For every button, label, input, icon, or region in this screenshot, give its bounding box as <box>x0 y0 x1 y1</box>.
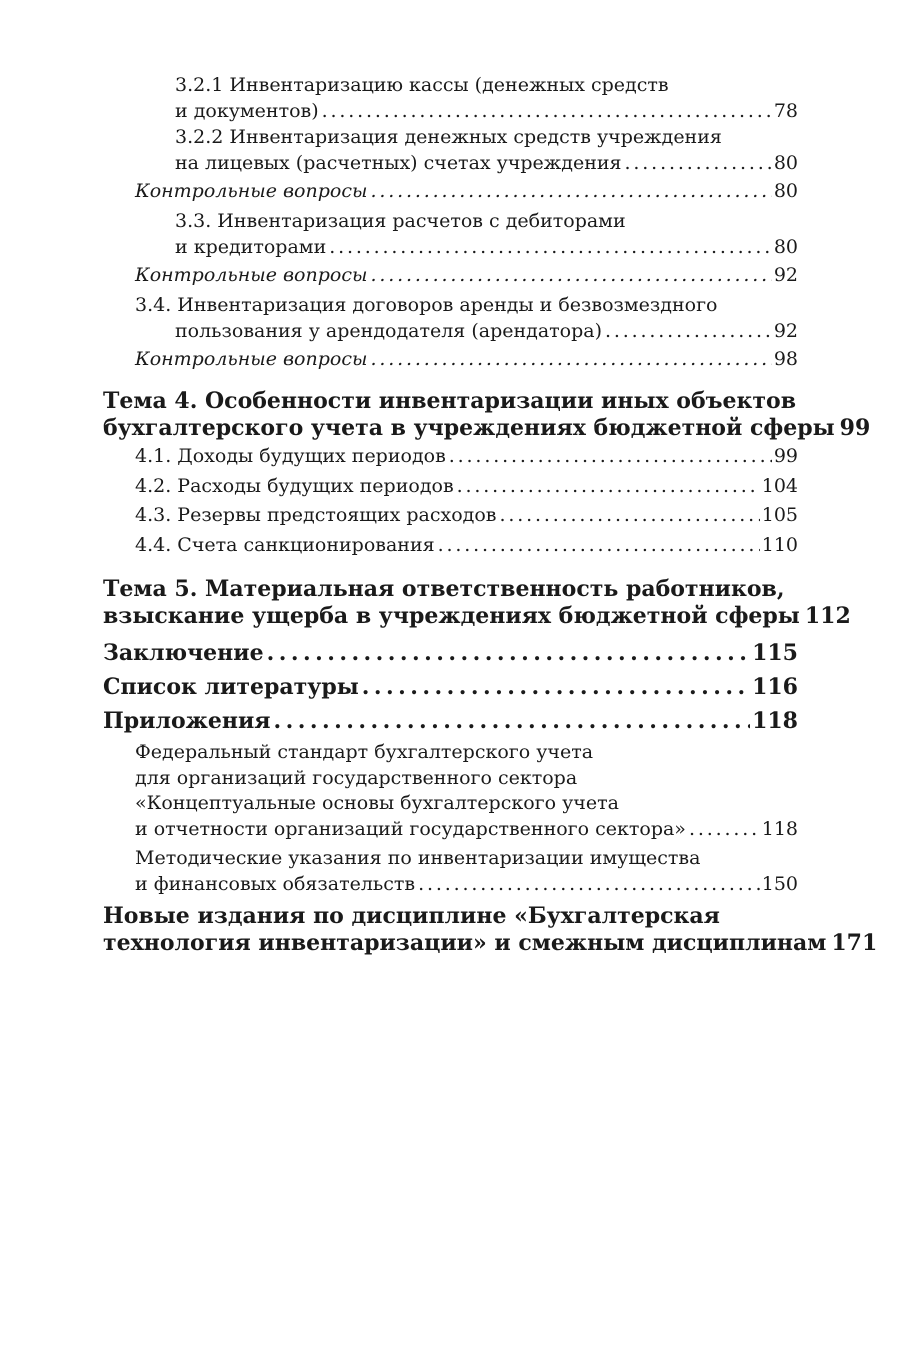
toc-entry-title-cont: на лицевых (расчетных) счетах учреждения <box>175 152 622 174</box>
toc-page-number: 116 <box>752 674 798 700</box>
toc-entry-title: Контрольные вопросы <box>135 348 368 370</box>
toc-theme-title-cont: взыскание ущерба в учреждениях бюджетной сферы <box>103 603 800 629</box>
dot-leader <box>605 318 772 344</box>
toc-entry-title: Методические указания по инвентаризации имущества <box>135 847 701 869</box>
toc-literature[interactable] <box>103 672 798 702</box>
dot-leader <box>449 442 772 472</box>
toc-page-number: 92 <box>773 320 798 342</box>
toc-page-number: 171 <box>831 930 878 956</box>
toc-appendix-1[interactable] <box>103 740 798 842</box>
toc-entry-title: 4.1. Доходы будущих периодов <box>135 445 446 467</box>
toc-entry-title-cont: «Концептуальные основы бухгалтерского учета <box>135 792 619 814</box>
toc-page-number: 118 <box>752 708 798 734</box>
toc-entry-4-3[interactable] <box>103 501 798 531</box>
toc-control-questions[interactable] <box>103 346 798 372</box>
table-of-contents <box>103 72 878 957</box>
toc-theme-4[interactable] <box>103 388 871 442</box>
toc-page-number: 78 <box>773 100 798 122</box>
toc-entry-title: 3.2.2 Инвентаризация денежных средств учреждения <box>175 126 722 148</box>
toc-entry-title: Контрольные вопросы <box>135 180 368 202</box>
toc-conclusion[interactable] <box>103 638 798 668</box>
toc-page-number: 99 <box>839 415 871 441</box>
toc-entry-3-4[interactable] <box>103 292 798 344</box>
toc-page-number: 80 <box>773 152 798 174</box>
toc-entry-title-cont: пользования у арендодателя (арендатора) <box>175 320 603 342</box>
toc-page-number: 110 <box>761 533 798 556</box>
toc-page-number: 92 <box>773 264 798 286</box>
toc-entry-4-4[interactable] <box>103 531 798 561</box>
dot-leader <box>370 262 771 288</box>
toc-entry-title: 4.2. Расходы будущих периодов <box>135 474 454 497</box>
toc-entry-title-cont: и финансовых обязательств <box>135 872 416 895</box>
toc-appendices[interactable] <box>103 706 798 736</box>
toc-theme-title: Новые издания по дисциплине «Бухгалтерская <box>103 903 720 929</box>
toc-control-questions[interactable] <box>103 262 798 288</box>
dot-leader <box>274 706 751 736</box>
dot-leader <box>500 501 760 531</box>
toc-theme-title: Заключение <box>103 640 264 666</box>
toc-entry-3-2-2[interactable] <box>103 124 798 176</box>
toc-page-number: 80 <box>773 180 798 202</box>
toc-entry-title-cont: для организаций государственного сектора <box>135 766 578 789</box>
toc-page-number: 115 <box>752 640 798 666</box>
toc-control-questions[interactable] <box>103 178 798 204</box>
toc-page-number: 104 <box>761 474 798 497</box>
dot-leader <box>370 178 771 204</box>
dot-leader <box>322 98 772 124</box>
toc-page-number: 118 <box>761 817 798 840</box>
toc-page-number: 80 <box>773 236 798 258</box>
toc-theme-title: Список литературы <box>103 674 359 700</box>
toc-entry-title: 4.4. Счета санкционирования <box>135 533 435 556</box>
toc-appendix-2[interactable] <box>103 846 798 897</box>
toc-page-number: 112 <box>804 603 851 629</box>
toc-entry-title: Контрольные вопросы <box>135 264 368 286</box>
toc-entry-title: 3.2.1 Инвентаризацию кассы (денежных средств <box>175 74 669 96</box>
toc-theme-title: Тема 4. Особенности инвентаризации иных объектов <box>103 388 796 414</box>
toc-entry-title: 3.4. Инвентаризация договоров аренды и безвозмездного <box>135 294 718 316</box>
toc-entry-title-cont: и документов) <box>175 100 319 122</box>
toc-theme-title: Тема 5. Материальная ответственность работников, <box>103 576 785 602</box>
toc-theme-5[interactable] <box>103 576 851 630</box>
dot-leader <box>329 234 772 260</box>
dot-leader <box>457 472 760 502</box>
toc-entry-title: 3.3. Инвентаризация расчетов с дебиторами <box>175 210 626 232</box>
dot-leader <box>438 531 760 561</box>
toc-theme-title: Приложения <box>103 708 271 734</box>
dot-leader <box>267 638 750 668</box>
toc-new-publications[interactable] <box>103 903 878 957</box>
dot-leader <box>689 817 760 843</box>
toc-entry-4-2[interactable] <box>103 472 798 502</box>
dot-leader <box>362 672 750 702</box>
toc-entry-3-2-1[interactable] <box>103 72 798 124</box>
toc-page-number: 150 <box>761 872 798 895</box>
toc-entry-4-1[interactable] <box>103 442 798 472</box>
toc-entry-title-cont: и отчетности организаций государственного сектора» <box>135 817 686 840</box>
toc-page-number: 105 <box>761 504 798 526</box>
toc-page-number: 98 <box>773 348 798 370</box>
dot-leader <box>418 872 760 898</box>
toc-theme-title-cont: бухгалтерского учета в учреждениях бюджетной сферы <box>103 415 835 441</box>
toc-entry-title: Федеральный стандарт бухгалтерского учета <box>135 741 594 763</box>
toc-page-number: 99 <box>773 445 798 467</box>
dot-leader <box>370 346 771 372</box>
toc-entry-title: 4.3. Резервы предстоящих расходов <box>135 504 497 526</box>
toc-theme-4-items <box>103 442 798 560</box>
toc-theme-title-cont: технология инвентаризации» и смежным дисциплинам <box>103 930 827 956</box>
toc-entry-title-cont: и кредиторами <box>175 236 327 258</box>
dot-leader <box>625 150 772 176</box>
toc-entry-3-3[interactable] <box>103 208 798 260</box>
